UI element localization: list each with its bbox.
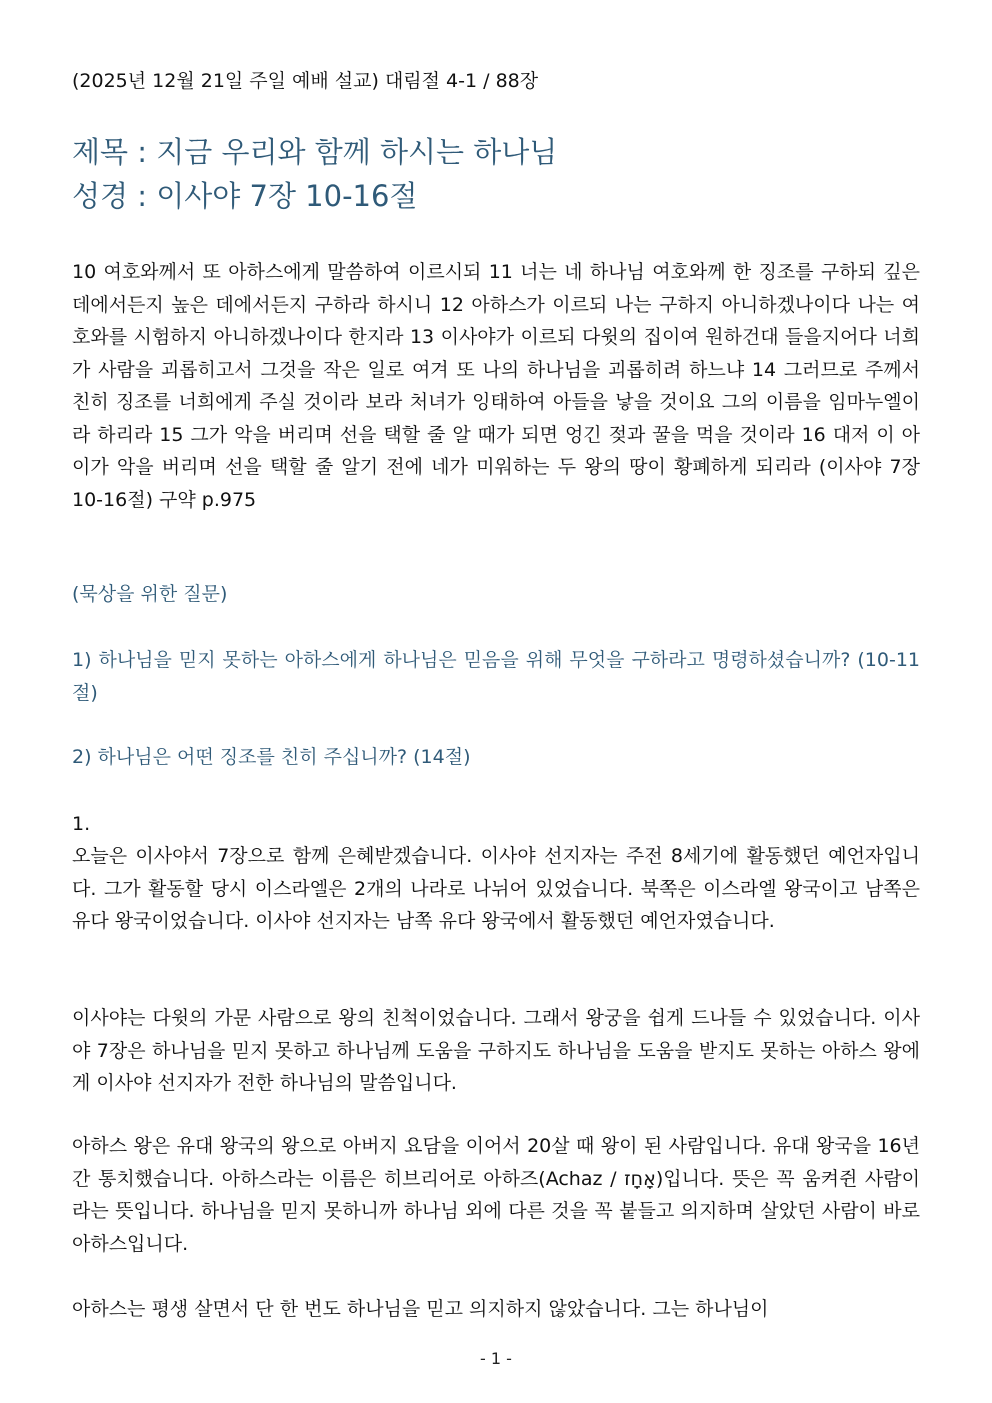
sermon-header: (2025년 12월 21일 주일 예배 설교) 대림절 4-1 / 88장 — [72, 70, 539, 92]
body-paragraph: 아하스는 평생 살면서 단 한 번도 하나님을 믿고 의지하지 않았습니다. 그는 하나님이 — [72, 1298, 769, 1320]
meditation-heading: (묵상을 위한 질문) — [72, 583, 228, 605]
meditation-question-2: 2) 하나님은 어떤 징조를 친히 주십니까? (14절) — [72, 746, 471, 768]
section-number: 1. — [72, 813, 91, 835]
scripture-reference: 성경 : 이사야 7장 10-16절 — [72, 179, 418, 213]
meditation-question-1: 1) 하나님을 믿지 못하는 아하스에게 하나님은 믿음을 위해 무엇을 구하라고 명령하셨습니까? (10-11절) — [72, 649, 920, 704]
body-paragraph: 이사야는 다윗의 가문 사람으로 왕의 친척이었습니다. 그래서 왕궁을 쉽게 드나들 수 있었습니다. 이사야 7장은 하나님을 믿지 못하고 하나님께 도움을 구하지도 하나님을 도움을 받지도 못하는 아하스 왕에게 이사야 선지자가 전한 하나님의 말씀입니다. — [72, 1007, 920, 1094]
scripture-passage: 10 여호와께서 또 아하스에게 말씀하여 이르시되 11 너는 네 하나님 여호와께 한 징조를 구하되 깊은 데에서든지 높은 데에서든지 구하라 하시니 12 아하스가 이르되 나는 구하지 아니하겠나이다 나는 여호와를 시험하지 아니하겠나이다 한지라 13 이사야가 이르되 다윗의 집이여 원하건대 들을지어다 너희가 사람을 괴롭히고서 그것을 작은 일로 여겨 또 나의 하나님을 괴롭히려 하느냐 14 그러므로 주께서 친히 징조를 너희에게 주실 것이라 보라 처녀가 잉태하여 아들을 낳을 것이요 그의 이름을 임마누엘이라 하리라 15 그가 악을 버리며 선을 택할 줄 알 때가 되면 엉긴 젖과 꿀을 먹을 것이라 16 대저 이 아이가 악을 버리며 선을 택할 줄 알기 전에 네가 미워하는 두 왕의 땅이 황폐하게 되리라 (이사야 7장 10-16절) 구약 p.975 — [72, 261, 920, 511]
body-paragraph: 아하스 왕은 유대 왕국의 왕으로 아버지 요담을 이어서 20살 때 왕이 된 사람입니다. 유대 왕국을 16년간 통치했습니다. 아하스라는 이름은 히브리어로 아하즈(Achaz / אָחָז)입니다. 뜻은 꼭 움켜쥔 사람이라는 뜻입니다. 하나님을 믿지 못하니까 하나님 외에 다른 것을 꼭 붙들고 의지하며 살았던 사람이 바로 아하스입니다. — [72, 1135, 920, 1255]
body-paragraph: 오늘은 이사야서 7장으로 함께 은혜받겠습니다. 이사야 선지자는 주전 8세기에 활동했던 예언자입니다. 그가 활동할 당시 이스라엘은 2개의 나라로 나뉘어 있었습니다. 북쪽은 이스라엘 왕국이고 남쪽은 유다 왕국이었습니다. 이사야 선지자는 남쪽 유다 왕국에서 활동했던 예언자였습니다. — [72, 845, 920, 932]
page-number: - 1 - — [480, 1349, 512, 1368]
sermon-title: 제목 : 지금 우리와 함께 하시는 하나님 — [72, 135, 558, 169]
